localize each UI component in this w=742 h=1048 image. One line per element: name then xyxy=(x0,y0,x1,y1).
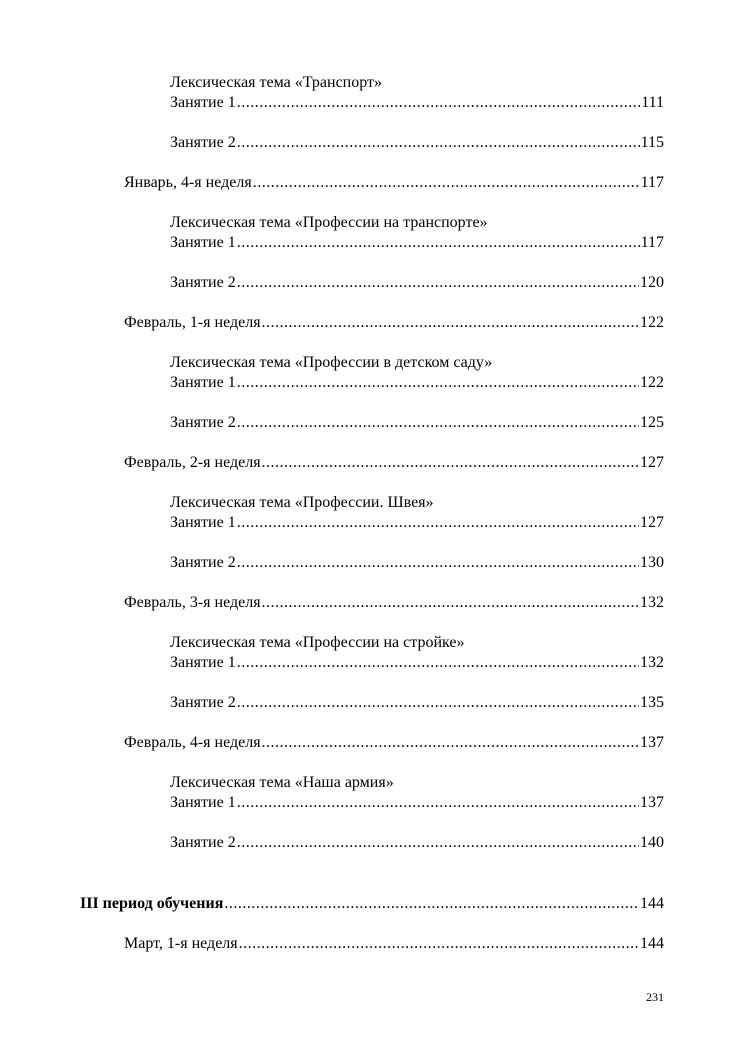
toc-entry-page: 132 xyxy=(640,594,664,611)
toc-leader-dots xyxy=(237,93,640,113)
toc-entry[interactable] xyxy=(170,373,664,393)
toc-theme-heading xyxy=(170,633,664,653)
toc-leader-dots xyxy=(237,653,639,673)
toc-entry[interactable] xyxy=(124,733,664,753)
toc-theme-text: Лексическая тема «Профессии. Швея» xyxy=(170,494,434,511)
toc-theme-heading xyxy=(170,73,664,93)
toc-entry-label: Занятие 2 xyxy=(170,554,236,571)
toc-entry[interactable] xyxy=(170,233,664,253)
toc-entry-label: Занятие 2 xyxy=(170,274,236,291)
toc-entry-page: 122 xyxy=(640,374,664,391)
toc-entry[interactable] xyxy=(170,833,664,853)
toc-theme-heading xyxy=(170,213,664,233)
toc-entry-label: III период обучения xyxy=(80,895,224,912)
toc-theme-heading xyxy=(170,773,664,793)
toc-leader-dots xyxy=(237,133,640,153)
toc-leader-dots xyxy=(224,894,639,914)
toc-entry-page: 132 xyxy=(640,654,664,671)
toc-theme-text: Лексическая тема «Профессии на транспорте» xyxy=(170,214,488,231)
toc-theme-heading xyxy=(170,353,664,373)
toc-entry-page: 137 xyxy=(640,794,664,811)
toc-entry-label: Занятие 1 xyxy=(170,794,236,811)
toc-entry-label: Март, 1-я неделя xyxy=(124,935,238,952)
toc-theme-text: Лексическая тема «Профессии в детском саду» xyxy=(170,354,493,371)
toc-leader-dots xyxy=(237,553,639,573)
toc-entry-label: Занятие 2 xyxy=(170,134,236,151)
toc-entry-page: 140 xyxy=(640,834,664,851)
toc-entry-page: 117 xyxy=(640,234,664,251)
toc-entry[interactable] xyxy=(170,693,664,713)
toc-entry-label: Февраль, 3-я неделя xyxy=(124,594,261,611)
toc-leader-dots xyxy=(239,934,639,954)
toc-leader-dots xyxy=(237,373,639,393)
toc-entry-page: 135 xyxy=(640,694,664,711)
toc-entry-page: 144 xyxy=(640,935,664,952)
toc-leader-dots xyxy=(262,733,639,753)
toc-entry[interactable] xyxy=(170,273,664,293)
toc-entry[interactable] xyxy=(124,173,664,193)
toc-theme-text: Лексическая тема «Транспорт» xyxy=(170,74,383,91)
toc-entry-page: 127 xyxy=(640,454,664,471)
toc-leader-dots xyxy=(237,793,639,813)
toc-theme-text: Лексическая тема «Наша армия» xyxy=(170,774,394,791)
toc-entry-label: Занятие 2 xyxy=(170,414,236,431)
toc-entry-page: 117 xyxy=(640,174,664,191)
toc-leader-dots xyxy=(237,513,639,533)
toc-leader-dots xyxy=(237,413,639,433)
toc-entry[interactable] xyxy=(170,653,664,673)
toc-entry[interactable] xyxy=(170,793,664,813)
toc-leader-dots xyxy=(237,693,639,713)
toc-entry-page: 127 xyxy=(640,514,664,531)
toc-entry[interactable] xyxy=(124,934,664,954)
toc-entry-page: 115 xyxy=(640,134,664,151)
toc-entry-label: Февраль, 2-я неделя xyxy=(124,454,261,471)
toc-entry-label: Занятие 1 xyxy=(170,514,236,531)
toc-entry-page: 111 xyxy=(641,94,664,111)
toc-entry-label: Занятие 1 xyxy=(170,94,236,111)
page-number: 231 xyxy=(646,990,664,1004)
toc-entry-page: 144 xyxy=(640,895,664,912)
toc-entry[interactable] xyxy=(170,513,664,533)
toc-entry-label: Занятие 1 xyxy=(170,654,236,671)
toc-entry[interactable] xyxy=(170,553,664,573)
toc-theme-text: Лексическая тема «Профессии на стройке» xyxy=(170,634,465,651)
toc-entry[interactable] xyxy=(170,413,664,433)
toc-entry-label: Февраль, 1-я неделя xyxy=(124,314,261,331)
toc-entry-label: Занятие 1 xyxy=(170,234,236,251)
toc-leader-dots xyxy=(237,833,639,853)
toc-entry-label: Занятие 2 xyxy=(170,694,236,711)
toc-entry-label: Занятие 2 xyxy=(170,834,236,851)
toc-entry-label: Февраль, 4-я неделя xyxy=(124,734,261,751)
toc-entry-page: 122 xyxy=(640,314,664,331)
toc-entry[interactable] xyxy=(124,593,664,613)
toc-leader-dots xyxy=(262,593,639,613)
toc-leader-dots xyxy=(237,273,639,293)
toc-leader-dots xyxy=(253,173,640,193)
toc-entry[interactable] xyxy=(170,93,664,113)
toc-entry[interactable] xyxy=(80,894,664,914)
toc-theme-heading xyxy=(170,493,664,513)
toc-entry[interactable] xyxy=(124,453,664,473)
toc-entry-page: 137 xyxy=(640,734,664,751)
toc-leader-dots xyxy=(262,453,639,473)
toc-entry-page: 125 xyxy=(640,414,664,431)
toc-leader-dots xyxy=(237,233,640,253)
toc-leader-dots xyxy=(262,313,639,333)
toc-entry-page: 130 xyxy=(640,554,664,571)
toc-entry-label: Январь, 4-я неделя xyxy=(124,174,252,191)
toc-entry-page: 120 xyxy=(640,274,664,291)
toc-entry[interactable] xyxy=(170,133,664,153)
toc-entry-label: Занятие 1 xyxy=(170,374,236,391)
toc-entry[interactable] xyxy=(124,313,664,333)
